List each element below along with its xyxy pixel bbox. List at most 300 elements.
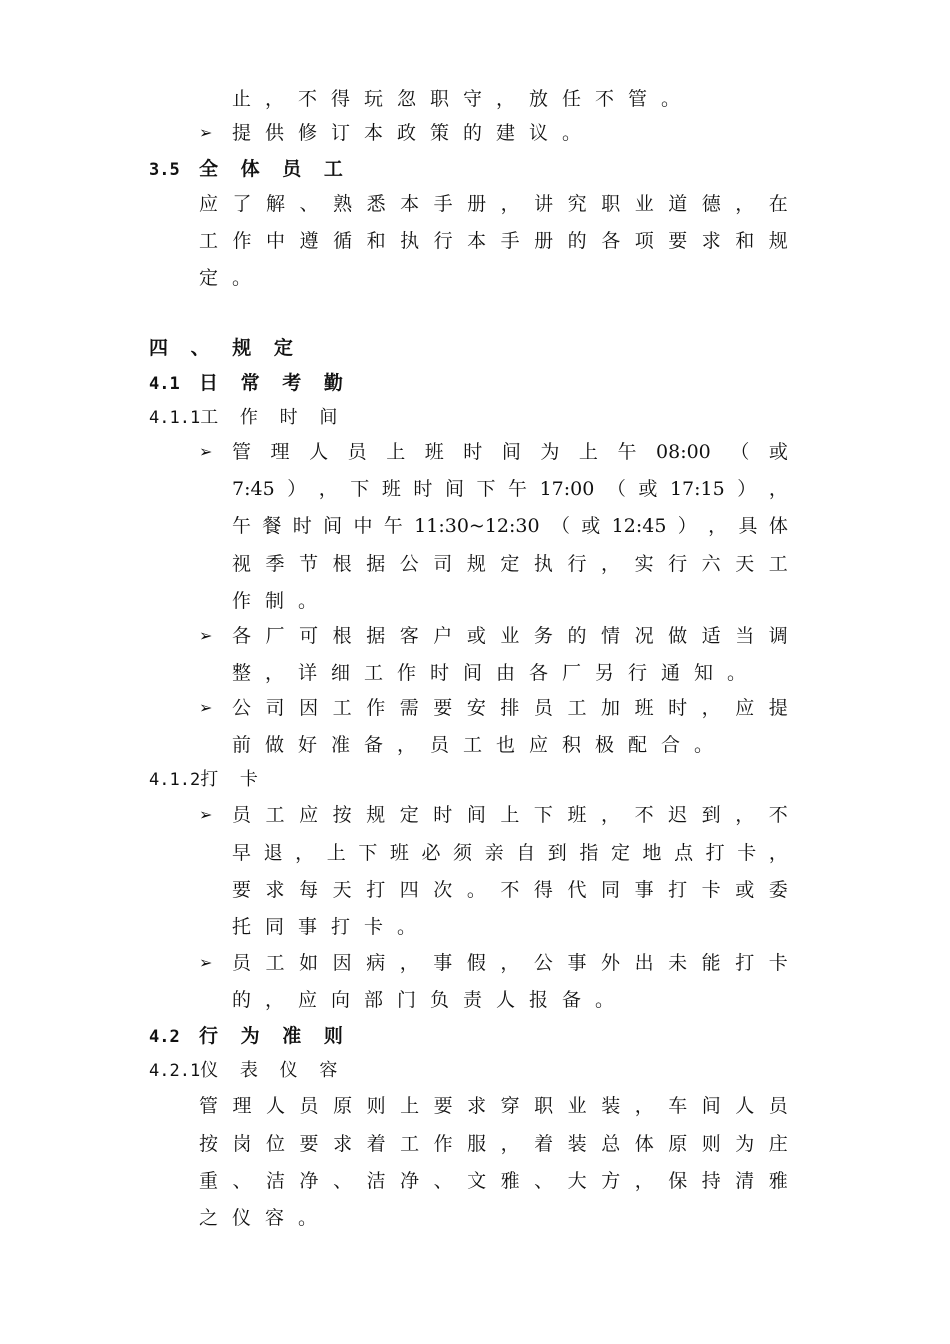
glyph: （	[550, 515, 570, 537]
glyph: 安	[466, 697, 486, 719]
glyph: 项	[634, 230, 654, 252]
glyph: 要	[433, 1095, 453, 1117]
glyph: 和	[366, 230, 386, 252]
paragraph-line	[232, 624, 788, 648]
paragraph-line: 止，不得玩忽职守，放任不管。	[232, 88, 695, 110]
paragraph-line	[232, 803, 788, 827]
glyph: 况	[634, 625, 654, 647]
glyph: 员	[232, 804, 252, 826]
glyph: 或	[735, 879, 755, 901]
glyph: 要	[668, 230, 688, 252]
glyph: 规	[768, 230, 788, 252]
glyph: 亲	[484, 842, 504, 864]
paragraph-line	[199, 1169, 788, 1193]
glyph: ，	[318, 478, 338, 500]
glyph: 不	[500, 879, 520, 901]
glyph: 或	[581, 515, 601, 537]
glyph: ，	[634, 1095, 654, 1117]
glyph: 求	[333, 1133, 353, 1155]
section-heading	[149, 336, 301, 360]
glyph: 业	[567, 1095, 587, 1117]
glyph: 午	[232, 515, 252, 537]
glyph: 则	[366, 1095, 386, 1117]
glyph: 间	[323, 515, 343, 537]
paragraph-line: 之仪容。	[199, 1207, 332, 1229]
glyph: 工	[199, 230, 219, 252]
bullet-arrow-icon: ➢	[199, 123, 213, 142]
glyph: 业	[500, 625, 520, 647]
glyph: 作	[433, 1133, 453, 1155]
glyph: ）	[737, 478, 757, 500]
glyph: 班	[634, 697, 654, 719]
paragraph-line	[199, 1132, 788, 1156]
glyph: 职	[601, 193, 621, 215]
glyph: 做	[668, 625, 688, 647]
glyph: 册	[467, 193, 487, 215]
glyph: 次	[433, 879, 453, 901]
glyph: 文	[467, 1170, 487, 1192]
glyph: 的	[567, 625, 587, 647]
glyph: 根	[332, 553, 352, 575]
section-heading	[149, 371, 351, 396]
glyph: 中	[266, 230, 286, 252]
glyph: 总	[601, 1133, 621, 1155]
glyph: 。	[466, 879, 486, 901]
glyph: 人	[309, 441, 329, 463]
subsection-heading	[149, 768, 266, 792]
glyph: 上	[386, 441, 406, 463]
paragraph-line: 托同事打卡。	[232, 916, 431, 938]
paragraph-line: 前做好准备，员工也应积极配合。	[232, 734, 728, 756]
paragraph-line: 提供修订本政策的建议。	[232, 122, 596, 144]
glyph: 行	[567, 553, 587, 575]
glyph: 作	[232, 230, 252, 252]
glyph: 手	[500, 230, 520, 252]
glyph: 应	[735, 697, 755, 719]
glyph: 要	[232, 879, 252, 901]
glyph: 讲	[534, 193, 554, 215]
glyph: 上	[400, 1095, 420, 1117]
glyph: 净	[299, 1170, 319, 1192]
subsection-title: 打 卡	[200, 769, 266, 790]
paragraph-line	[199, 1094, 788, 1118]
glyph: 工	[400, 1133, 420, 1155]
glyph: ，	[768, 842, 788, 864]
glyph: ，	[500, 1133, 520, 1155]
glyph: 熟	[333, 193, 353, 215]
glyph: 自	[516, 842, 536, 864]
glyph: 班	[389, 842, 409, 864]
glyph: 和	[735, 230, 755, 252]
glyph: 行	[668, 553, 688, 575]
glyph: 册	[534, 230, 554, 252]
glyph: 工	[265, 804, 285, 826]
glyph: ，	[601, 804, 621, 826]
section-number: 4.1	[149, 374, 180, 394]
glyph: 执	[533, 553, 553, 575]
glyph: 事	[634, 879, 654, 901]
paragraph-line	[199, 229, 788, 253]
glyph: 或	[638, 478, 658, 500]
bullet-arrow-icon: ➢	[199, 698, 213, 717]
glyph: 净	[400, 1170, 420, 1192]
paragraph-line: 作制。	[232, 590, 332, 612]
paragraph-line	[232, 477, 788, 501]
glyph: 执	[400, 230, 420, 252]
glyph: ，	[295, 842, 315, 864]
glyph: 求	[467, 1095, 487, 1117]
glyph: 调	[768, 625, 788, 647]
paragraph-line	[232, 696, 788, 720]
glyph: 清	[735, 1170, 755, 1192]
glyph: ，	[708, 515, 728, 537]
glyph: 间	[444, 478, 464, 500]
glyph: 餐	[262, 515, 282, 537]
section-title: 全 体 员 工	[199, 158, 351, 180]
glyph: 手	[433, 193, 453, 215]
glyph: 员	[299, 1095, 319, 1117]
glyph: 或	[466, 625, 486, 647]
glyph: 人	[266, 1095, 286, 1117]
paragraph-line	[232, 514, 788, 538]
glyph: 解	[266, 193, 286, 215]
glyph: 、	[534, 1170, 554, 1192]
glyph: 需	[399, 697, 419, 719]
glyph: 时	[433, 804, 453, 826]
bullet-arrow-icon: ➢	[199, 805, 213, 824]
glyph: 午	[617, 441, 637, 463]
glyph: 方	[601, 1170, 621, 1192]
glyph: 得	[533, 879, 553, 901]
glyph: 公	[533, 952, 553, 974]
glyph: 员	[232, 952, 252, 974]
glyph: 持	[701, 1170, 721, 1192]
glyph: 实	[634, 553, 654, 575]
glyph: 事	[433, 952, 453, 974]
glyph: 事	[567, 952, 587, 974]
glyph: 按	[199, 1133, 219, 1155]
glyph: 循	[333, 230, 353, 252]
paragraph-line	[232, 841, 788, 865]
glyph: 四	[399, 879, 419, 901]
glyph: 工	[332, 697, 352, 719]
glyph: 了	[232, 193, 252, 215]
glyph: 穿	[500, 1095, 520, 1117]
glyph: 到	[701, 804, 721, 826]
glyph: 定	[399, 804, 419, 826]
glyph: 加	[601, 697, 621, 719]
glyph: 雅	[768, 1170, 788, 1192]
glyph: ，	[601, 553, 621, 575]
glyph: 08:00	[656, 441, 711, 463]
paragraph-line	[232, 878, 788, 902]
glyph: 着	[366, 1133, 386, 1155]
glyph: 定	[610, 842, 630, 864]
glyph: 7:45	[232, 478, 275, 500]
glyph: 管	[232, 441, 252, 463]
glyph: 要	[433, 697, 453, 719]
glyph: 求	[701, 230, 721, 252]
glyph: 工	[567, 697, 587, 719]
paragraph-line	[232, 440, 788, 464]
glyph: 天	[332, 879, 352, 901]
glyph: 下	[358, 842, 378, 864]
bullet-arrow-icon: ➢	[199, 953, 213, 972]
glyph: 时	[463, 441, 483, 463]
glyph: 因	[299, 697, 319, 719]
glyph: 规	[366, 804, 386, 826]
glyph: 委	[768, 879, 788, 901]
glyph: 究	[567, 193, 587, 215]
glyph: 代	[567, 879, 587, 901]
glyph: 季	[265, 553, 285, 575]
glyph: 司	[433, 553, 453, 575]
glyph: 时	[668, 697, 688, 719]
glyph: 中	[353, 515, 373, 537]
glyph: 据	[366, 625, 386, 647]
glyph: 午	[383, 515, 403, 537]
glyph: 庄	[768, 1133, 788, 1155]
glyph: 要	[299, 1133, 319, 1155]
glyph: 据	[366, 553, 386, 575]
glyph: 下	[350, 478, 370, 500]
glyph: 须	[453, 842, 473, 864]
section-number: 3.5	[149, 160, 180, 180]
glyph: 务	[533, 625, 553, 647]
glyph: 体	[768, 515, 788, 537]
glyph: 业	[634, 193, 654, 215]
glyph: 悉	[366, 193, 386, 215]
glyph: 、	[333, 1170, 353, 1192]
glyph: 出	[634, 952, 654, 974]
glyph: 求	[265, 879, 285, 901]
glyph: 本	[400, 193, 420, 215]
glyph: ，	[500, 193, 520, 215]
glyph: 户	[433, 625, 453, 647]
glyph: 天	[735, 553, 755, 575]
glyph: 当	[735, 625, 755, 647]
glyph: ，	[735, 804, 755, 826]
bullet-arrow-icon: ➢	[199, 626, 213, 645]
glyph: 德	[701, 193, 721, 215]
glyph: 应	[299, 804, 319, 826]
glyph: 外	[601, 952, 621, 974]
glyph: 规	[466, 553, 486, 575]
glyph: 员	[768, 1095, 788, 1117]
glyph: 打	[735, 952, 755, 974]
glyph: 适	[701, 625, 721, 647]
glyph: 视	[232, 553, 252, 575]
glyph: 地	[642, 842, 662, 864]
glyph: 则	[701, 1133, 721, 1155]
glyph: 保	[668, 1170, 688, 1192]
glyph: 理	[232, 1095, 252, 1117]
glyph: 道	[668, 193, 688, 215]
glyph: 间	[701, 1095, 721, 1117]
glyph: 行	[433, 230, 453, 252]
glyph: 人	[735, 1095, 755, 1117]
glyph: 卡	[768, 952, 788, 974]
glyph: 时	[413, 478, 433, 500]
glyph: 、	[433, 1170, 453, 1192]
glyph: 病	[366, 952, 386, 974]
subsection-heading	[149, 406, 345, 430]
glyph: 洁	[266, 1170, 286, 1192]
glyph: 下	[476, 478, 496, 500]
glyph: ，	[701, 697, 721, 719]
glyph: 公	[232, 697, 252, 719]
glyph: 17:00	[539, 478, 595, 500]
glyph: 位	[266, 1133, 286, 1155]
glyph: 同	[601, 879, 621, 901]
glyph: 岗	[232, 1133, 252, 1155]
glyph: 班	[424, 441, 444, 463]
glyph: ，	[634, 1170, 654, 1192]
glyph: 退	[263, 842, 283, 864]
glyph: 的	[567, 230, 587, 252]
section-title: 行 为 准 则	[199, 1025, 351, 1047]
glyph: 洁	[366, 1170, 386, 1192]
subsection-number: 4.1.2	[149, 770, 201, 790]
section-number: 4.2	[149, 1027, 180, 1047]
glyph: 打	[668, 879, 688, 901]
glyph: 厂	[265, 625, 285, 647]
glyph: 卡	[701, 879, 721, 901]
glyph: 各	[232, 625, 252, 647]
glyph: 11:30~12:30	[414, 515, 540, 537]
glyph: ，	[500, 952, 520, 974]
glyph: 职	[534, 1095, 554, 1117]
section-heading	[149, 157, 351, 182]
glyph: 12:45	[611, 515, 667, 537]
glyph: 本	[467, 230, 487, 252]
glyph: 各	[601, 230, 621, 252]
glyph: 指	[579, 842, 599, 864]
glyph: 可	[299, 625, 319, 647]
glyph: 公	[399, 553, 419, 575]
glyph: （	[606, 478, 626, 500]
paragraph-line: 的，应向部门负责人报备。	[232, 989, 629, 1011]
glyph: 节	[299, 553, 319, 575]
glyph: 情	[601, 625, 621, 647]
glyph: 到	[547, 842, 567, 864]
glyph: 客	[399, 625, 419, 647]
glyph: （	[730, 441, 750, 463]
glyph: 间	[501, 441, 521, 463]
section-heading	[149, 1024, 351, 1049]
glyph: 间	[466, 804, 486, 826]
section-title: 日 常 考 勤	[199, 372, 351, 394]
glyph: 早	[232, 842, 252, 864]
paragraph-line: 定。	[199, 267, 266, 289]
glyph: 打	[366, 879, 386, 901]
glyph: 六	[701, 553, 721, 575]
glyph: 因	[332, 952, 352, 974]
glyph: 装	[601, 1095, 621, 1117]
glyph: ）	[677, 515, 697, 537]
glyph: 每	[299, 879, 319, 901]
glyph: ，	[399, 952, 419, 974]
glyph: 上	[326, 842, 346, 864]
glyph: 原	[668, 1133, 688, 1155]
glyph: 重	[199, 1170, 219, 1192]
glyph: 上	[500, 804, 520, 826]
glyph: 服	[467, 1133, 487, 1155]
glyph: 原	[333, 1095, 353, 1117]
glyph: 司	[265, 697, 285, 719]
glyph: 具	[738, 515, 758, 537]
glyph: 理	[270, 441, 290, 463]
glyph: 按	[332, 804, 352, 826]
glyph: 在	[768, 193, 788, 215]
glyph: 上	[578, 441, 598, 463]
subsection-number: 4.1.1	[149, 408, 201, 428]
glyph: 不	[634, 804, 654, 826]
subsection-title: 工 作 时 间	[200, 407, 346, 428]
glyph: 定	[500, 553, 520, 575]
glyph: ）	[287, 478, 307, 500]
section-title: 四 、 规 定	[149, 337, 301, 359]
glyph: 车	[668, 1095, 688, 1117]
glyph: 为	[735, 1133, 755, 1155]
glyph: 、	[232, 1170, 252, 1192]
paragraph-line: 整，详细工作时间由各厂另行通知。	[232, 662, 761, 684]
glyph: 作	[366, 697, 386, 719]
subsection-title: 仪 表 仪 容	[200, 1060, 346, 1081]
glyph: 如	[299, 952, 319, 974]
glyph: 下	[533, 804, 553, 826]
bullet-arrow-icon: ➢	[199, 442, 213, 461]
glyph: 或	[768, 441, 788, 463]
glyph: 工	[265, 952, 285, 974]
glyph: 点	[674, 842, 694, 864]
glyph: 体	[634, 1133, 654, 1155]
glyph: 员	[533, 697, 553, 719]
glyph: 未	[668, 952, 688, 974]
glyph: 雅	[500, 1170, 520, 1192]
glyph: 大	[567, 1170, 587, 1192]
paragraph-line	[232, 552, 788, 576]
glyph: 员	[347, 441, 367, 463]
glyph: 工	[768, 553, 788, 575]
glyph: 班	[567, 804, 587, 826]
glyph: ，	[735, 193, 755, 215]
glyph: 午	[508, 478, 528, 500]
glyph: 管	[199, 1095, 219, 1117]
glyph: 遵	[299, 230, 319, 252]
glyph: 打	[705, 842, 725, 864]
glyph: 排	[500, 697, 520, 719]
glyph: 应	[199, 193, 219, 215]
glyph: 根	[332, 625, 352, 647]
glyph: 、	[299, 193, 319, 215]
glyph: 17:15	[669, 478, 725, 500]
subsection-heading	[149, 1059, 345, 1083]
glyph: 装	[567, 1133, 587, 1155]
glyph: 不	[768, 804, 788, 826]
glyph: 为	[540, 441, 560, 463]
glyph: ，	[768, 478, 788, 500]
glyph: 提	[768, 697, 788, 719]
glyph: 班	[381, 478, 401, 500]
subsection-number: 4.2.1	[149, 1061, 201, 1081]
glyph: 能	[701, 952, 721, 974]
paragraph-line	[199, 192, 788, 216]
glyph: 假	[466, 952, 486, 974]
glyph: 着	[534, 1133, 554, 1155]
paragraph-line	[232, 951, 788, 975]
glyph: 迟	[668, 804, 688, 826]
